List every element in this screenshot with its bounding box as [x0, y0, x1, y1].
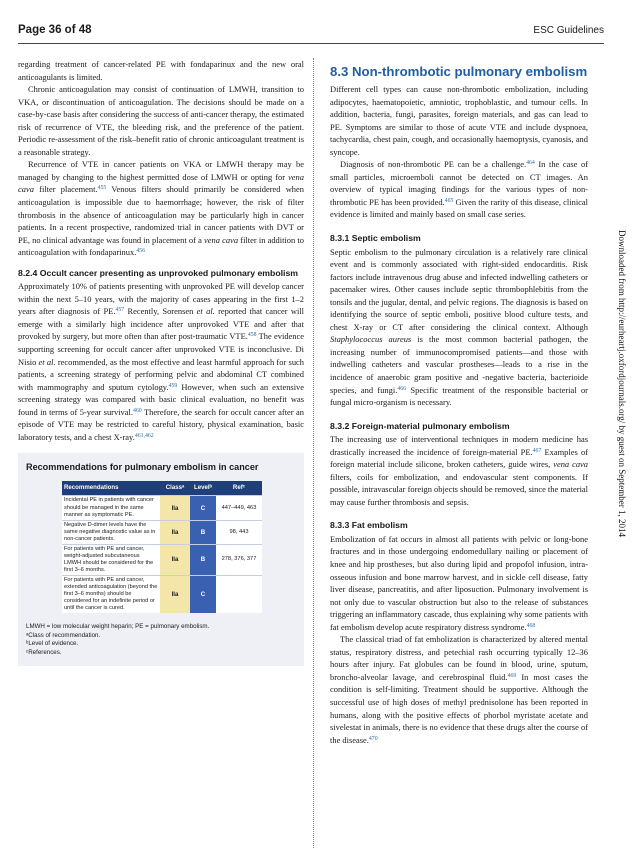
citation-link[interactable]: 465: [444, 197, 454, 204]
header-class: Classᵃ: [160, 481, 190, 496]
section-heading-8-3-1: 8.3.1 Septic embolism: [330, 233, 421, 244]
citation-link[interactable]: 464: [526, 160, 535, 167]
left-paragraph-1: regarding treatment of cancer-related PE with fondaparinux and the new oral anticoagulants is limited.: [18, 59, 304, 82]
left-paragraph-2: Chronic anticoagulation may consist of continuation of LMWH, transition to VKA, or discontinuation of anticoagulation. The decisions should be made on a case-by-case basis after considering the success of anti-cancer therapy, the estimated risk of recurrence of VTE, the bleeding risk, and the preference of the patient. Periodic re-assessment of the risk–benefit ratio of chronic anticoagulant treatment is a reasonable strategy.: [18, 84, 304, 157]
left-paragraph-3: Recurrence of VTE in cancer patients on VKA or LMWH therapy may be managed by changing to the highest permitted dose of LMWH or opting for vena cava filter placement.$^{455}$ Venous filters should primarily be considered when anticoagulation is impossible due to haemorrhage; however, the risk of filter thrombosis in the absence of anticoagulation may be particularly high in cancer patients. In a recent prospective, randomized trial in cancer patients with DVT or PE, no clinical advantage was found in placement of a vena cava filter in addition to anticoagulation with fondaparinux.$^{456}$: [18, 159, 304, 258]
table-row: [62, 544, 262, 575]
class-cell: IIa: [160, 575, 190, 613]
column-divider: [313, 58, 314, 848]
header-ref: Refᶜ: [216, 481, 262, 496]
table-row: [62, 520, 262, 544]
right-paragraph-5: Embolization of fat occurs in almost all patients with pelvic or long-bone fractures and in those undergoing endomedullary nailing or placement of knee and hip prostheses, but also during lipid and propofol infusion, intra-osseous infusion and bone marrow harvest, and in sickle cell disease, fatty liver disease, pancreatitis, and after liposuction. Pulmonary involvement is not only due to vascular obstruction but also to the release of substances triggering an inflammatory cascade, thus explaining why some patients with fat embolism develop acute respiratory distress syndrome.$^{468}$: [330, 533, 588, 632]
ref-cell: 98, 443: [216, 520, 262, 544]
ref-cell: 278, 376, 377: [216, 544, 262, 575]
header-recommendations: Recommendations: [62, 481, 160, 496]
citation-link[interactable]: 466: [397, 385, 407, 392]
citation-link[interactable]: 469: [507, 672, 517, 679]
header-level: Levelᵇ: [190, 481, 216, 496]
right-paragraph-6: The classical triad of fat embolization is characterized by altered mental status, respiratory distress, and petechial rash occurring typically 12–36 hours after injury. Fat globules can be found in blood, urine, sputum, broncho-alveolar lavage, and cerebrospinal fluid.$^{469}$ In most cases the condition is self-limiting. Treatment should be supportive. Although the successful use of high doses of methyl prednisolone has been reported in humans, along with the positive effects of phorbol myristate acetate and sivelestat in animals, there is no evidence that these drugs alter the course of the disease.$^{470}$: [330, 634, 588, 745]
class-cell: IIa: [160, 520, 190, 544]
citation-link[interactable]: 457: [115, 307, 125, 314]
table-footnotes: [18, 623, 304, 657]
level-cell: C: [190, 575, 216, 613]
level-cell: C: [190, 496, 216, 520]
class-cell: IIa: [160, 544, 190, 575]
level-cell: B: [190, 520, 216, 544]
recommendations-box: [18, 453, 304, 665]
footnote-abbreviations: LMWH = low molecular weight heparin; PE = pulmonary embolism.: [26, 623, 210, 631]
ref-cell: 447–449, 463: [216, 496, 262, 520]
recommendations-title: Recommendations for pulmonary embolism in cancer: [26, 462, 259, 473]
recommendations-table: [62, 481, 262, 613]
recommendation-text: For patients with PE and cancer, weight-adjusted subcutaneous LMWH should be considered for the first 3–6 months.: [62, 544, 160, 575]
section-heading-8-3-2: 8.3.2 Foreign-material pulmonary embolism: [330, 420, 510, 431]
section-heading-8-2-4: 8.2.4 Occult cancer presenting as unprovoked pulmonary embolism: [18, 267, 299, 278]
table-row: [62, 496, 262, 520]
right-column: [330, 58, 588, 746]
class-cell: IIa: [160, 496, 190, 520]
table-row: [62, 575, 262, 613]
citation-link[interactable]: 459: [168, 382, 178, 389]
footnote-level: ᵇLevel of evidence.: [26, 640, 79, 648]
right-paragraph-4: The increasing use of interventional techniques in modern medicine has drastically increased the incidence of foreign-material PE.$^{467}$ Examples of foreign material include silicone, broken catheters, guide wires, vena cava filters, coils for embolization, and endovascular stent components. If possible, intravascular foreign objects should be removed, since the material may cause further thrombosis and sepsis.: [330, 434, 588, 507]
download-watermark-link[interactable]: Downloaded from http://eurheartj.oxfordjournals.org/ by guest on September 1, 2014: [617, 230, 627, 538]
recommendation-text: Negative D-dimer levels have the same negative diagnostic value as in non-cancer patients.: [62, 520, 160, 544]
citation-link[interactable]: 461,462: [134, 432, 154, 439]
recommendation-text: For patients with PE and cancer, extended anticoagulation (beyond the first 3–6 months) should be considered for an indefinite period or until the cancer is cured.: [62, 575, 160, 613]
citation-link[interactable]: 470: [368, 735, 378, 742]
section-heading-8-3-3: 8.3.3 Fat embolism: [330, 520, 408, 531]
footnote-class: ᵃClass of recommendation.: [26, 631, 101, 639]
citation-link[interactable]: 458: [247, 332, 257, 339]
right-paragraph-1: Different cell types can cause non-thrombotic embolization, including adipocytes, haematopoietic, amniotic, trophoblastic, and tumour cells. In addition, bacteria, fungi, parasites, foreign materials, and gas can lead to PE. Symptoms are similar to those of acute VTE and include dyspnoea, tachycardia, chest pain, cough, and occasionally haemoptysis, cyanosis, and syncope.: [330, 84, 588, 157]
table-header-row: [62, 481, 262, 496]
citation-link[interactable]: 468: [526, 622, 536, 629]
page-number: Page 36 of 48: [18, 24, 92, 36]
section-heading-8-3: 8.3 Non-thrombotic pulmonary embolism: [330, 64, 588, 79]
citation-link[interactable]: 455: [97, 185, 107, 192]
level-cell: B: [190, 544, 216, 575]
header-rule: [18, 43, 604, 44]
recommendation-text: Incidental PE in patients with cancer should be managed in the same manner as symptomatic PE.: [62, 496, 160, 520]
right-paragraph-2: Diagnosis of non-thrombotic PE can be a challenge.$^{464}$ In the case of small particles, microemboli cannot be detected on CT images. An overview of typical imaging findings for the various types of non-thrombotic PE has been provided.$^{465}$ Given the rarity of this disease, clinical evidence is limited and mainly based on small case series.: [330, 159, 589, 220]
left-paragraph-4: Approximately 10% of patients presenting with unprovoked PE will develop cancer within the next 5–10 years, with the majority of cases appearing in the first 1–2 years after diagnosis of PE.$^{457}$ Recently, Sorensen et al. reported that cancer will emerge with a similarly high incidence after unprovoked VTE and after that provoked by surgery, but more often than after post-traumatic VTE.$^{458}$ The evidence supporting screening for occult cancer after unprovoked VTE is inconclusive. Di Nisio et al. recommended, as the most effective and least harmful approach for such patients, a screening strategy of performing pelvic and abdominal CT combined with mammography and sputum cytology.$^{459}$ However, when such an extensive screening strategy was compared with basic clinical evaluation, no benefit was found in terms of 5-year survival.$^{460}$ Therefore, the search for occult cancer after an episode of VTE may be restricted to careful history, physical examination, basic laboratory tests, and a chest X-ray.$^{461,462}$: [18, 281, 305, 442]
journal-section-label: ESC Guidelines: [533, 25, 604, 36]
citation-link[interactable]: 460: [132, 407, 142, 414]
footnote-references: ᶜReferences.: [26, 648, 62, 656]
citation-link[interactable]: 456: [136, 248, 146, 255]
ref-cell: [216, 575, 262, 613]
left-column: [18, 58, 304, 666]
citation-link[interactable]: 467: [532, 447, 542, 454]
right-paragraph-3: Septic embolism to the pulmonary circulation is a relatively rare clinical event and is commonly associated with right-sided endocarditis. Risk factors include intravenous drug abuse and infected indwelling catheters or pacemaker wires. Other causes include septic thrombophlebitis from the tonsils and the jugular, dental, and pelvic regions. The diagnosis is based on identifying the source of septic emboli, positive blood culture tests, and chest X-ray or CT after considering the clinical context. Although Staphylococcus aureus is the most common bacterial pathogen, the increasing number of immunocompromised patients—and those with indwelling catheters and vascular prostheses—leads to a rise in the incidence of anaerobic gram positive and -negative bacteria, bacterioide species, and fungi.$^{466}$ Specific treatment of the responsible bacterial or fungal micro-organism is necessary.: [330, 246, 588, 408]
